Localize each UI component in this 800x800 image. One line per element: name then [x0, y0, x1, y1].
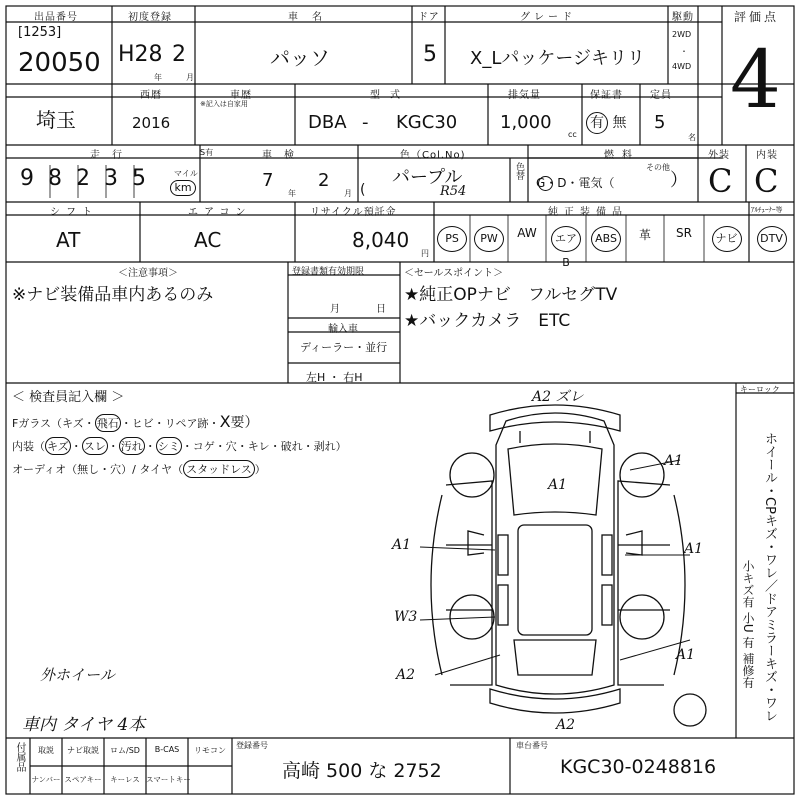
capacity: 5 — [654, 112, 666, 133]
equipment-item: ABS — [586, 226, 626, 252]
exterior-label: 外装 — [708, 150, 730, 161]
cc-unit: cc — [568, 130, 577, 139]
glass-middle: ・ヒビ・リペア跡・ — [120, 417, 220, 430]
year-unit: 年 — [154, 73, 162, 82]
equipment-item: DTV — [749, 226, 794, 252]
chassis-number: KGC30-0248816 — [560, 756, 717, 778]
ac-label: エアコン — [188, 207, 252, 218]
diagram-note-right-rear: A1 — [676, 647, 696, 663]
interior-term: シミ — [156, 437, 182, 455]
drive-dot: ・ — [680, 47, 688, 56]
handle-options: 左H ・ 右H — [306, 371, 363, 384]
diagram-note-right-mid: A1 — [684, 541, 704, 557]
exterior: C — [708, 162, 733, 200]
audio-tire-close: ） — [254, 463, 266, 476]
color-change: 色替 — [514, 162, 524, 180]
equipment-item: ナビ — [704, 226, 749, 252]
lot-label: 出品番号 — [34, 12, 78, 23]
equipment-item: SR — [676, 226, 692, 240]
appended-label: 付属品 — [14, 742, 25, 772]
warranty-options — [586, 112, 626, 134]
diagram-note-left-rear: W3 — [394, 609, 418, 625]
model-year: 2016 — [132, 114, 171, 132]
interior-term: ・ — [144, 440, 156, 453]
diagram-note-left-bottom: A2 — [396, 667, 416, 683]
color: パープル — [392, 167, 463, 188]
history-note: ※記入は自家用 — [200, 100, 248, 108]
type-prefix: DBA — [308, 112, 347, 133]
drive-4wd: 4WD — [672, 62, 692, 71]
diagram-note-roof: A2 ズレ — [532, 389, 584, 405]
mileage-unit-km-wrap — [170, 180, 196, 196]
interior-term: スレ — [82, 437, 108, 455]
car-name-label: 車名 — [288, 12, 336, 23]
caution-text: ※ナビ装備品車内あるのみ — [12, 285, 214, 305]
inspection-month: 2 — [318, 170, 330, 191]
regdate-month: 月 — [330, 304, 340, 315]
warranty-label: 保証書 — [590, 90, 623, 101]
hand-tire-note: 車内 タイヤ 4本 — [22, 715, 146, 735]
appended-item: 取説 — [38, 746, 54, 755]
regdate-day: 日 — [376, 304, 386, 315]
regdate-label: 登録書類有効期限 — [292, 267, 365, 277]
recycle: 8,040 — [352, 228, 410, 252]
drive-2wd: 2WD — [672, 30, 692, 39]
side-note-2: 小キズ有 小U 有 補修有 — [741, 560, 755, 689]
fuel-close: ） — [670, 170, 688, 191]
equipment-item: PS — [434, 226, 470, 252]
diagram-note-rear: A2 — [556, 717, 576, 733]
region: 埼玉 — [36, 108, 76, 132]
interior: C — [754, 162, 779, 200]
drive-label: 駆動 — [672, 12, 694, 23]
glass-req: 要） — [230, 415, 259, 431]
yen-unit: 円 — [421, 249, 429, 258]
meter-flag: S有 — [200, 148, 214, 157]
mileage-digit: 9 — [20, 166, 34, 191]
appended-item: ロム/SD — [110, 746, 140, 755]
sales-point-1: ★純正OPナビ フルセグTV — [404, 285, 618, 305]
interior-term: ・コゲ・穴・キレ・破れ・剥れ） — [181, 440, 347, 453]
score: 4 — [730, 33, 781, 126]
score-label: 評価点 — [734, 10, 780, 24]
equipment-item: 革 — [638, 228, 651, 242]
doors: 5 — [423, 42, 437, 67]
keylock-label: キーロック — [740, 385, 780, 394]
displacement-label: 排気量 — [508, 90, 541, 101]
first-reg-month: 2 — [172, 42, 186, 67]
interior-term: ・ — [70, 440, 82, 453]
warranty-no: 無 — [612, 115, 627, 131]
inspection-year: 7 — [262, 170, 274, 191]
diagram-note-left-front: A1 — [392, 537, 412, 553]
color-label: 色（Col.No) — [400, 150, 466, 161]
mileage-unit-mile: マイル — [174, 169, 198, 178]
glass-x: X — [219, 412, 231, 431]
first-reg-label: 初度登録 — [128, 12, 172, 23]
interior-term: 汚れ — [119, 437, 145, 455]
inspection-month-unit: 月 — [344, 189, 352, 198]
mileage-label: 走行 — [90, 150, 134, 161]
side-note-1: ホイール・CPキズ・ワレ／ドアミラーキズ・ワレ — [762, 432, 777, 722]
mileage-digit: 8 — [48, 166, 62, 191]
capacity-unit: 名 — [688, 133, 696, 142]
inspection-label: 車検 — [262, 150, 306, 161]
interior-label: 内装 — [756, 150, 778, 161]
appended-item: スペアキー — [64, 775, 102, 784]
mileage-digit: 5 — [132, 166, 146, 191]
interior-term: キズ — [45, 437, 71, 455]
car-name: パッソ — [270, 46, 330, 70]
studless-circle: スタッドレス — [183, 460, 255, 478]
hand-wheel-note: 外ホイール — [40, 666, 115, 684]
plate-number: 高崎 500 な 2752 — [282, 760, 442, 782]
diagram-note-hood: A1 — [548, 477, 568, 493]
plate-label: 登録番号 — [236, 741, 268, 750]
appended-item: キーレス — [110, 775, 140, 784]
diagram-note-right-front: A1 — [664, 453, 684, 469]
equipment-item: PW — [470, 226, 508, 252]
chassis-label: 車台番号 — [516, 741, 548, 750]
month-unit: 月 — [186, 73, 194, 82]
mileage-unit-km: km — [170, 180, 196, 196]
shift-label: シフト — [50, 207, 98, 218]
type-code: KGC30 — [396, 112, 458, 133]
import-options: ディーラー・並行 — [300, 341, 388, 354]
equipment-label: 純正装備品 — [548, 207, 628, 218]
fuel-options: G・D・電気（ — [536, 176, 615, 190]
model-year-label: 西暦 — [140, 90, 162, 101]
grade: X_Lパッケージキリリ — [470, 48, 645, 69]
type-dash: - — [362, 112, 369, 133]
caution-label: ＜注意事項＞ — [118, 268, 178, 279]
inspector-line-2 — [12, 437, 347, 455]
lot-sub: [1253] — [18, 25, 62, 40]
type-label: 型式 — [370, 90, 410, 101]
sales-point-2: ★バックカメラ ETC — [404, 311, 571, 331]
first-reg-era: H28 — [118, 42, 163, 67]
recycle-label: リサイクル預託金 — [310, 207, 397, 218]
history-label: 車歴 — [230, 90, 252, 101]
equipment-item: AW — [517, 226, 537, 240]
door-label: ドア — [418, 12, 440, 23]
mileage-digit: 2 — [76, 166, 90, 191]
fuel-label: 燃料 — [604, 150, 640, 161]
inspector-line-1 — [12, 412, 259, 432]
color-code: R54 — [440, 184, 467, 199]
audio-tire-prefix: オーディオ（無し・穴）/ タイヤ（ — [12, 463, 184, 476]
sales-label: ＜セールスポイント＞ — [404, 268, 504, 279]
fuel-other: その他 — [646, 163, 670, 172]
interior-term: 内装（ — [12, 440, 45, 453]
appended-item: B-CAS — [154, 745, 180, 754]
appended-item: ナビ取説 — [67, 746, 99, 755]
appended-item: リモコン — [194, 746, 226, 755]
import-label: 輸入車 — [328, 324, 358, 335]
appended-item: ナンバー — [31, 775, 61, 784]
tuner-label: ｱﾙﾁｭｰﾅｰ等 — [751, 206, 783, 214]
grade-label: グレード — [520, 12, 576, 23]
capacity-label: 定員 — [650, 90, 672, 101]
interior-term: ・ — [107, 440, 119, 453]
warranty-yes: 有 — [586, 112, 608, 134]
mileage-digit: 3 — [104, 166, 118, 191]
inspector-line-3 — [12, 460, 266, 478]
ac: AC — [194, 228, 222, 252]
fuel-g-circle — [538, 176, 553, 191]
shift: AT — [56, 228, 81, 252]
appended-item: スマートキー — [146, 775, 191, 784]
equipment-item: エアB — [546, 226, 586, 269]
color-paren-open: ( — [360, 182, 366, 198]
car-diagram — [380, 385, 736, 737]
displacement: 1,000 — [500, 112, 552, 133]
glass-prefix: Fガラス（キズ・ — [12, 417, 95, 430]
inspection-year-unit: 年 — [288, 189, 296, 198]
glass-chip-circle: 飛石 — [95, 414, 121, 432]
inspector-title: ＜ 検査員記入欄 ＞ — [12, 390, 125, 405]
lot-number: 20050 — [18, 48, 101, 78]
